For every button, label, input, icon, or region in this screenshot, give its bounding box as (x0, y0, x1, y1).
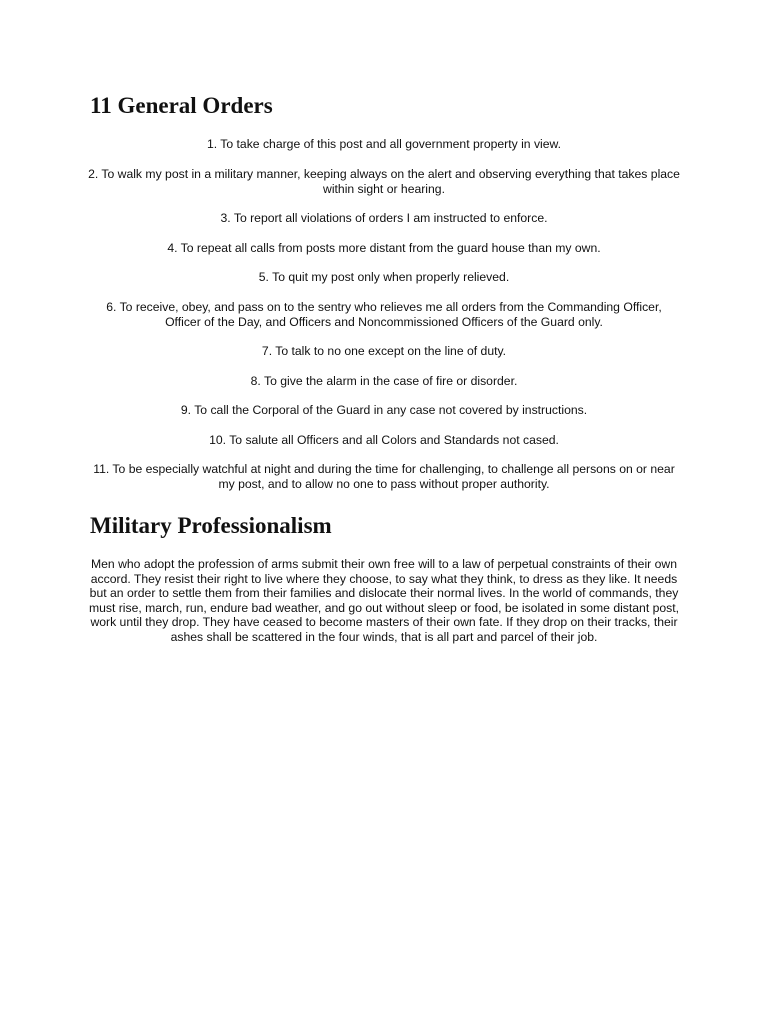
military-professionalism-heading: Military Professionalism (90, 513, 332, 538)
general-order-item: 10. To salute all Officers and all Colors and Standards not cased. (209, 432, 559, 447)
general-order-item: 7. To talk to no one except on the line of duty. (261, 344, 507, 358)
professionalism-paragraph: Men who adopt the profession of arms submit their own free will to a law of perpetual constraints of their own accord. They resist their right to live where they choose, to say what they think, to dress as they like. It needs but an order to settle them from their families and dislocate their normal lives. In the world of commands, they must rise, march, run, endure bad weather, and go out without sleep or food, be isolated in some distant post, work until they drop. They have ceased to become masters of their own fate. If they drop on their tracks, their ashes shall be scattered in the four winds, that is all part and parcel of their job. (88, 557, 680, 644)
general-order-item: 5. To quit my post only when properly relieved. (258, 270, 510, 284)
general-order-item: 9. To call the Corporal of the Guard in any case not covered by instructions. (180, 403, 588, 417)
general-order-item: 4. To repeat all calls from posts more distant from the guard house than my own. (167, 240, 601, 255)
general-orders-list (88, 137, 680, 492)
general-order-item: 6. To receive, obey, and pass on to the sentry who relieves me all orders from the Commanding Officer, Officer of the Day, and Officers and Noncommissioned Officers of the Guard only. (106, 299, 662, 329)
general-order-item: 2. To walk my post in a military manner, keeping always on the alert and observing everything that takes place within sight or hearing. (88, 166, 680, 196)
general-order-item: 8. To give the alarm in the case of fire or disorder. (250, 373, 518, 388)
general-order-item: 11. To be especially watchful at night and during the time for challenging, to challenge all persons on or near my post, and to allow no one to pass without proper authority. (93, 462, 675, 491)
general-order-item: 1. To take charge of this post and all government property in view. (206, 137, 562, 151)
general-orders-heading: 11 General Orders (90, 93, 273, 118)
general-order-item: 3. To report all violations of orders I am instructed to enforce. (220, 211, 548, 225)
